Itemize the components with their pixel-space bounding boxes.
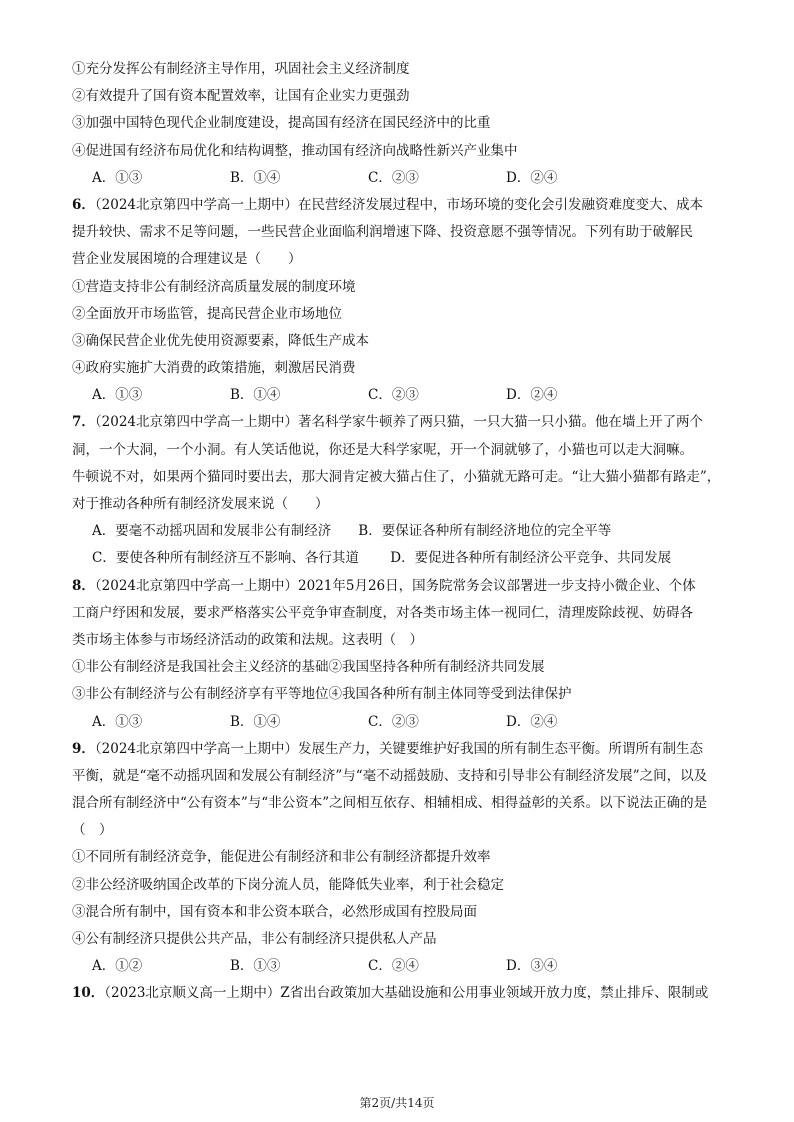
q9-stem-line-4: （ ） — [72, 822, 113, 839]
q9-stem-text-1: （2024北京第四中学高一上期中）发展生产力，关键要维护好我国的所有制生态平衡。所谓所有制生态 — [94, 740, 704, 757]
q5-options — [72, 165, 724, 192]
q6-item-2: ②全面放开市场监管，提高民营企业市场地位 — [72, 305, 342, 322]
q10-stem-text-1: （2023北京顺义高一上期中）Z省出台政策加大基础设施和公用事业领域开放力度，禁止排斥、限制或 — [104, 985, 709, 1002]
q9-stem-line-1 — [72, 736, 724, 763]
q6-options — [72, 382, 724, 409]
q9-item-3: ③混合所有制中，国有资本和非公资本联合，必然形成国有控股局面 — [72, 903, 477, 920]
q9-item-4: ④公有制经济只提供公共产品，非公有制经济只提供私人产品 — [72, 931, 437, 947]
q5-item-4: ④促进国有经济布局优化和结构调整，推动国有经济向战略性新兴产业集中 — [72, 142, 518, 159]
q6-option-b[interactable]: B．①④ — [230, 387, 281, 404]
q7-option-a[interactable]: A．要毫不动摇巩固和发展非公有制经济 — [92, 523, 332, 540]
q8-stem-line-2: 工商户纾困和发展，要求严格落实公平竞争审查制度，对各类市场主体一视同仁，清理废除歧视、妨碍各 — [72, 604, 693, 621]
q6-option-d[interactable]: D．②④ — [506, 387, 558, 404]
q9-number: 9． — [72, 740, 95, 757]
q7-option-c[interactable]: C．要使各种所有制经济互不影响、各行其道 — [92, 550, 359, 567]
q7-stem-line-3: 牛顿说不对，如果两个猫同时要出去，那大洞肯定被大猫占住了，小猫就无路可走。“让大猫小猫都有路走”， — [72, 468, 721, 485]
q6-item-1: ①营造支持非公有制经济高质量发展的制度环境 — [72, 278, 356, 295]
q7-stem-line-4: 对于推动各种所有制经济发展来说（ ） — [72, 496, 329, 512]
q5-item-1: ①充分发挥公有制经济主导作用，巩固社会主义经济制度 — [72, 61, 410, 77]
q5-item-3: ③加强中国特色现代企业制度建设，提高国有经济在国民经济中的比重 — [72, 115, 491, 132]
q5-option-d[interactable]: D．②④ — [506, 169, 558, 186]
q8-option-b[interactable]: B．①④ — [230, 713, 281, 730]
q7-stem-line-2: 洞，一个大洞，一个小洞。有人笑话他说，你还是大科学家呢，开一个洞就够了，小猫也可以走大洞嘛。 — [72, 441, 693, 458]
q9-stem-line-3: 混合所有制经济中“公有资本”与“非公资本”之间相互依存、相辅相成、相得益彰的关系。以下说法正确的是 — [72, 795, 708, 812]
q5-item-2: ②有效提升了国有资本配置效率，让国有企业实力更强劲 — [72, 88, 410, 105]
q6-option-a[interactable]: A．①③ — [92, 387, 143, 404]
q7-option-b[interactable]: B．要保证各种所有制经济地位的完全平等 — [358, 523, 612, 540]
q9-option-d[interactable]: D．③④ — [506, 958, 558, 975]
q8-option-a[interactable]: A．①③ — [92, 713, 143, 730]
q5-option-a[interactable]: A．①③ — [92, 169, 143, 186]
q6-stem-line-2: 提升较快、需求不足等问题，一些民营企业面临利润增速下降、投资意愿不强等情况。下列有助于破解民 — [72, 224, 693, 241]
q8-stem-line-3: 类市场主体参与市场经济活动的政策和法规。这表明（ ） — [72, 631, 423, 648]
q6-item-4: ④政府实施扩大消费的政策措施，刺激居民消费 — [72, 360, 356, 377]
q6-option-c[interactable]: C．②③ — [368, 387, 419, 404]
q7-number: 7． — [72, 414, 95, 431]
q6-stem-line-1 — [72, 192, 724, 219]
q8-item-2: ③非公有制经济与公有制经济享有平等地位④我国各种所有制主体同等受到法律保护 — [72, 686, 572, 703]
q8-stem-text-1: （2024北京第四中学高一上期中）2021年5月26日，国务院常务会议部署进一步支持小微企业、个体 — [94, 577, 696, 594]
q6-number: 6． — [72, 196, 95, 213]
question-content — [72, 56, 724, 1008]
q9-option-b[interactable]: B．①③ — [230, 958, 281, 975]
q5-option-b[interactable]: B．①④ — [230, 169, 281, 186]
q6-item-3: ③确保民营企业优先使用资源要素，降低生产成本 — [72, 332, 369, 349]
q9-option-c[interactable]: C．②④ — [368, 958, 419, 975]
q9-item-2: ②非公经济吸纳国企改革的下岗分流人员，能降低失业率，利于社会稳定 — [72, 876, 504, 893]
q7-stem-line-1 — [72, 409, 724, 436]
q8-options — [72, 709, 724, 736]
q6-stem-text-1: （2024北京第四中学高一上期中）在民营经济发展过程中，市场环境的变化会引发融资难度变大、成本 — [94, 196, 704, 213]
page-footer: 第2页/共14页 — [359, 1096, 435, 1110]
q8-option-c[interactable]: C．②③ — [368, 713, 419, 730]
q6-stem-line-3: 营企业发展困境的合理建议是（ ） — [72, 251, 302, 268]
q9-options — [72, 953, 724, 980]
q9-stem-line-2: 平衡，就是“毫不动摇巩固和发展公有制经济”与“毫不动摇鼓励、支持和引导非公有制经济发展”之间，以及 — [72, 767, 708, 784]
q9-option-a[interactable]: A．①② — [92, 958, 143, 975]
q7-options-row-1 — [72, 518, 724, 545]
q8-stem-line-1 — [72, 573, 724, 600]
q9-item-1: ①不同所有制经济竞争，能促进公有制经济和非公有制经济都提升效率 — [72, 849, 491, 866]
q8-option-d[interactable]: D．②④ — [506, 713, 558, 730]
q8-number: 8． — [72, 577, 95, 594]
q7-options-row-2 — [72, 545, 724, 572]
q8-item-1: ①非公有制经济是我国社会主义经济的基础②我国坚持各种所有制经济共同发展 — [72, 659, 545, 676]
q5-option-c[interactable]: C．②③ — [368, 169, 419, 186]
q7-stem-text-1: （2024北京第四中学高一上期中）著名科学家牛顿养了两只猫，一只大猫一只小猫。他在墙上开了两个 — [94, 414, 704, 431]
q7-option-d[interactable]: D．要促进各种所有制经济公平竞争、共同发展 — [390, 550, 672, 567]
q10-number: 10． — [72, 985, 105, 1002]
q10-stem-line-1 — [72, 980, 724, 1007]
